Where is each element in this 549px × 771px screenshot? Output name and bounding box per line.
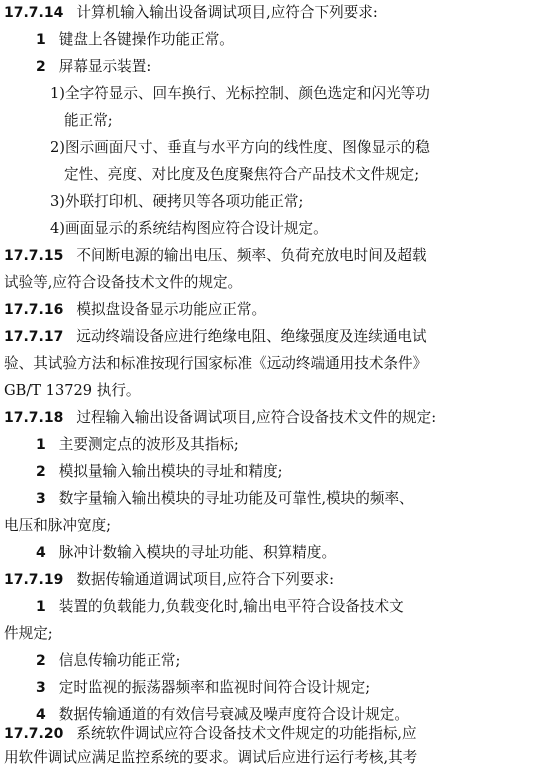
sub-item-continuation — [64, 162, 549, 188]
list-item — [36, 459, 521, 485]
sub-item-text: 2)图示画面尺寸、垂直与水平方向的线性度、图像显示的稳 — [50, 139, 430, 156]
item-continuation — [4, 513, 489, 539]
clause-17-7-16 — [4, 297, 489, 323]
clause-number: 17.7.19 — [4, 572, 64, 588]
list-item — [36, 594, 521, 620]
clause-text: 不间断电源的输出电压、频率、负荷充放电时间及超载 — [76, 247, 427, 264]
clause-number: 17.7.18 — [4, 410, 64, 426]
clause-17-7-15 — [4, 243, 489, 269]
clause-text: 试验等,应符合设备技术文件的规定。 — [4, 274, 243, 291]
sub-item-text: 能正常; — [64, 112, 113, 129]
list-item — [36, 432, 521, 458]
clause-17-7-18 — [4, 405, 489, 431]
clause-number: 17.7.16 — [4, 302, 64, 318]
clause-continuation — [4, 270, 489, 296]
list-item — [36, 54, 521, 80]
sub-item-line — [50, 81, 535, 107]
item-text: 主要测定点的波形及其指标; — [58, 436, 239, 453]
clause-number: 17.7.14 — [4, 5, 64, 21]
list-item — [36, 486, 521, 512]
clause-number: 17.7.20 — [4, 726, 64, 742]
item-number: 1 — [36, 599, 46, 615]
item-number: 3 — [36, 680, 46, 696]
clause-text: 远动终端设备应进行绝缘电阻、绝缘强度及连续通电试 — [76, 328, 427, 345]
item-number: 2 — [36, 464, 46, 480]
sub-item-text: 1)全字符显示、回车换行、光标控制、颜色选定和闪光等功 — [50, 85, 430, 102]
clause-17-7-14 — [4, 0, 489, 26]
clause-17-7-17 — [4, 324, 489, 350]
item-text: 屏幕显示装置: — [58, 58, 152, 75]
item-text: 信息传输功能正常; — [58, 652, 181, 669]
item-number: 3 — [36, 491, 46, 507]
sub-item-line — [50, 216, 535, 242]
list-item — [36, 648, 521, 674]
clause-text: GB/T 13729 执行。 — [4, 382, 141, 399]
sub-item-text: 4)画面显示的系统结构图应符合设计规定。 — [50, 220, 328, 237]
item-number: 4 — [36, 707, 46, 723]
item-text: 数字量输入输出模块的寻址功能及可靠性,模块的频率、 — [58, 490, 414, 507]
clause-text: 用软件调试应满足监控系统的要求。调试后应进行运行考核,其考 — [4, 749, 418, 766]
sub-item-line — [50, 189, 535, 215]
clause-text: 数据传输通道调试项目,应符合下列要求: — [76, 571, 334, 588]
clause-number: 17.7.15 — [4, 248, 64, 264]
item-number: 2 — [36, 59, 46, 75]
item-number: 1 — [36, 437, 46, 453]
item-number: 2 — [36, 653, 46, 669]
clause-continuation — [4, 378, 489, 404]
clause-continuation — [4, 351, 489, 377]
item-text: 装置的负载能力,负载变化时,输出电平符合设备技术文 — [58, 598, 404, 615]
item-number: 4 — [36, 545, 46, 561]
list-item — [36, 675, 521, 701]
clause-17-7-20-line1 — [4, 721, 489, 747]
item-text: 脉冲计数输入模块的寻址功能、积算精度。 — [58, 544, 337, 561]
clause-17-7-19 — [4, 567, 489, 593]
item-continuation — [4, 621, 489, 647]
clause-text: 模拟盘设备显示功能应正常。 — [76, 301, 267, 318]
sub-item-continuation — [64, 108, 549, 134]
clause-text: 系统软件调试应符合设备技术文件规定的功能指标,应 — [76, 725, 417, 742]
item-text: 定时监视的振荡器频率和监视时间符合设计规定; — [58, 679, 371, 696]
item-text: 键盘上各键操作功能正常。 — [58, 31, 234, 48]
list-item — [36, 27, 521, 53]
clause-number: 17.7.17 — [4, 329, 64, 345]
item-number: 1 — [36, 32, 46, 48]
item-text: 电压和脉冲宽度; — [4, 517, 112, 534]
item-text: 模拟量输入输出模块的寻址和精度; — [58, 463, 283, 480]
item-text: 件规定; — [4, 625, 53, 642]
sub-item-text: 定性、亮度、对比度及色度聚焦符合产品技术文件规定; — [64, 166, 420, 183]
item-text: 数据传输通道的有效信号衰减及噪声度符合设计规定。 — [58, 706, 410, 723]
clause-text: 验、其试验方法和标准按现行国家标准《远动终端通用技术条件》 — [4, 355, 428, 372]
clause-text: 计算机输入输出设备调试项目,应符合下列要求: — [76, 4, 378, 21]
clause-continuation — [4, 745, 489, 771]
sub-item-line — [50, 135, 535, 161]
list-item — [36, 540, 521, 566]
clause-text: 过程输入输出设备调试项目,应符合设备技术文件的规定: — [76, 409, 437, 426]
sub-item-text: 3)外联打印机、硬拷贝等各项功能正常; — [50, 193, 304, 210]
